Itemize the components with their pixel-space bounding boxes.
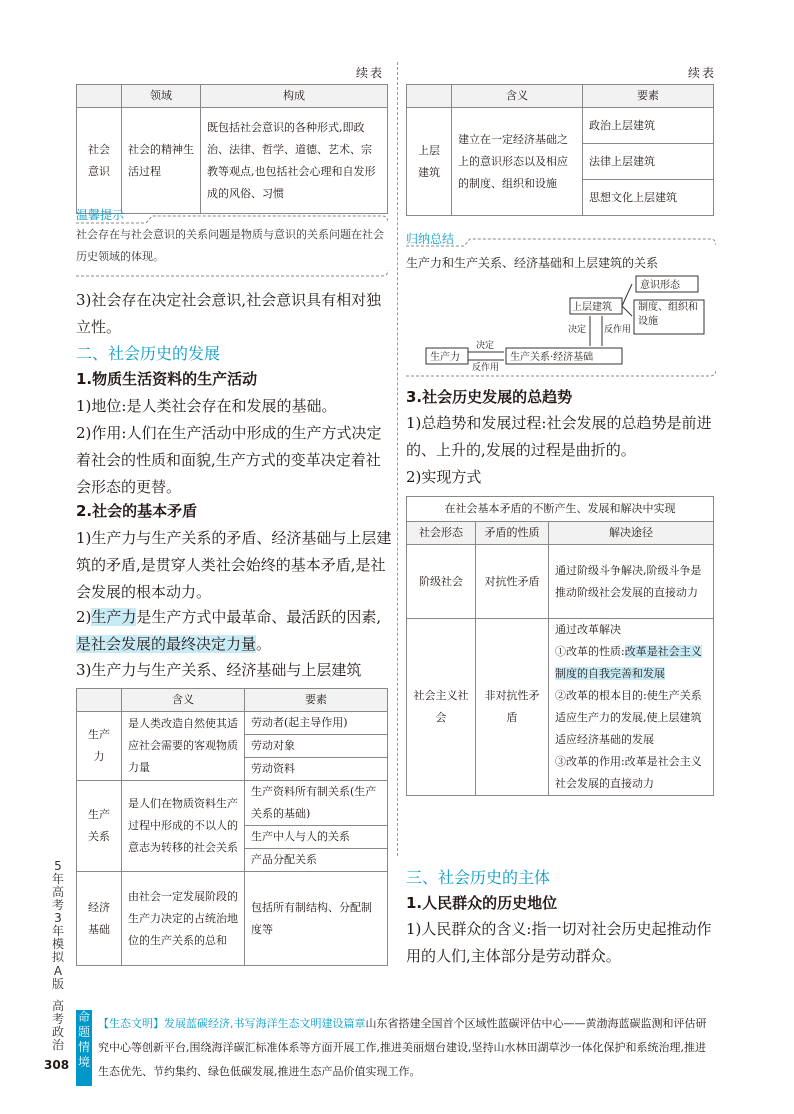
table-header bbox=[407, 85, 452, 108]
superstructure-table bbox=[406, 84, 714, 216]
highlight: 生产力 bbox=[91, 608, 137, 626]
edition: A版 bbox=[51, 964, 64, 991]
series-name: 5年高考3年模拟 bbox=[51, 859, 64, 964]
way-line: 通过改革解决 bbox=[555, 623, 621, 636]
text: 是生产方式中最革命、最活跃的因素, bbox=[136, 608, 382, 626]
table-header: 构成 bbox=[201, 85, 388, 108]
highlight: 是社会发展的最终决定力量 bbox=[76, 635, 257, 653]
continued-label-right: 续表 bbox=[688, 66, 717, 80]
subheading: 3.社会历史发展的总趋势 bbox=[406, 388, 573, 406]
highlight: 改革是社会主义制度的自我完善和发展 bbox=[555, 645, 702, 680]
domain-cell: 社会的精神生活过程 bbox=[122, 108, 201, 214]
page-number: 308 bbox=[44, 1058, 70, 1072]
row-label: 经济基础 bbox=[77, 872, 122, 966]
realization-table bbox=[406, 496, 714, 796]
diagram-superstructure: 上层建筑 bbox=[572, 302, 612, 313]
paragraph: 1)生产力与生产关系的矛盾、经济基础与上层建筑的矛盾,是贯穿人类社会始终的基本矛盾,是社会发展的根本动力。 bbox=[76, 529, 392, 601]
form-cell: 阶级社会 bbox=[407, 545, 476, 619]
element-cell: 包括所有制结构、分配制度等 bbox=[245, 872, 388, 966]
social-consciousness-table bbox=[76, 84, 388, 214]
footer-tag: 【生态文明】发展蓝碳经济,书写海洋生态文明建设篇章 bbox=[98, 1017, 366, 1030]
paragraph: 3)生产力与生产关系、经济基础与上层建筑 bbox=[76, 661, 362, 679]
subheading: 1.人民群众的历史地位 bbox=[406, 894, 558, 912]
nature-cell: 非对抗性矛盾 bbox=[476, 619, 549, 796]
composition-cell: 既包括社会意识的各种形式,即政治、法律、哲学、道德、艺术、宗教等观点,也包括社会心理和自发形成的风俗、习惯 bbox=[201, 108, 388, 214]
way-cell bbox=[549, 619, 714, 796]
element-cell: 劳动资料 bbox=[245, 758, 388, 781]
meaning-cell: 由社会一定发展阶段的生产力决定的占统治地位的生产关系的总和 bbox=[122, 872, 245, 966]
diagram-reacts: 反作用 bbox=[472, 363, 500, 373]
meaning-cell: 是人类改造自然使其适应社会需要的客观物质力量 bbox=[122, 712, 245, 781]
paragraph bbox=[76, 604, 392, 658]
subheading: 1.物质生活资料的生产活动 bbox=[76, 370, 258, 388]
meaning-cell: 是人们在物质资料生产过程中形成的不以人的意志为转移的社会关系 bbox=[122, 781, 245, 872]
subheading: 2.社会的基本矛盾 bbox=[76, 502, 198, 520]
diagram-productive-forces: 生产力 bbox=[430, 352, 460, 363]
table-header: 含义 bbox=[122, 689, 245, 712]
column-divider bbox=[397, 62, 398, 856]
diagram-ideology: 意识形态 bbox=[640, 280, 680, 291]
row-label: 生产关系 bbox=[77, 781, 122, 872]
row-label: 生产力 bbox=[77, 712, 122, 781]
section-title: 三、社会历史的主体 bbox=[406, 868, 551, 887]
productive-forces-table bbox=[76, 688, 388, 966]
tip-text: 社会存在与社会意识的关系问题是物质与意识的关系问题在社会历史领域的体现。 bbox=[76, 228, 384, 263]
diagram-institutions: 制度、组织和设施 bbox=[638, 302, 698, 327]
paragraph: 2)作用:人们在生产活动中形成的生产方式决定着社会的性质和面貌,生产方式的变革决定着社会形态的更替。 bbox=[76, 424, 382, 496]
diagram-decides-2: 决定 bbox=[568, 325, 587, 335]
text: 。 bbox=[256, 635, 272, 653]
table-header bbox=[77, 85, 122, 108]
table-header: 领域 bbox=[122, 85, 201, 108]
summary-box bbox=[406, 230, 716, 382]
element-cell: 思想文化上层建筑 bbox=[583, 180, 714, 216]
paragraph: 3)社会存在决定社会意识,社会意识具有相对独立性。 bbox=[76, 291, 382, 336]
element-cell: 劳动者(起主导作用) bbox=[245, 712, 388, 735]
way-text: ①改革的性质: bbox=[555, 645, 625, 658]
way-line: ②改革的根本目的:使生产关系适应生产力的发展,使上层建筑适应经济基础的发展 bbox=[555, 689, 702, 746]
table-header bbox=[77, 689, 122, 712]
table-header: 矛盾的性质 bbox=[476, 522, 549, 545]
nature-cell: 对抗性矛盾 bbox=[476, 545, 549, 619]
row-label: 社会意识 bbox=[77, 108, 122, 214]
table-header: 要素 bbox=[583, 85, 714, 108]
diagram-relations: 生产关系·经济基础 bbox=[510, 352, 594, 363]
text: 2) bbox=[76, 608, 92, 626]
element-cell: 政治上层建筑 bbox=[583, 108, 714, 144]
section-title: 二、社会历史的发展 bbox=[76, 344, 221, 363]
paragraph: 1)人民群众的含义:指一切对社会历史起推动作用的人们,主体部分是劳动群众。 bbox=[406, 920, 712, 965]
continued-label-left: 续表 bbox=[356, 66, 385, 80]
footer-box bbox=[76, 1010, 718, 1086]
subject: 高考政治 bbox=[51, 999, 64, 1052]
diagram-decides: 决定 bbox=[476, 341, 495, 351]
element-cell: 劳动对象 bbox=[245, 735, 388, 758]
way-line: ③改革的作用:改革是社会主义社会发展的直接动力 bbox=[555, 755, 702, 790]
way-cell: 通过阶级斗争解决,阶级斗争是推动阶级社会发展的直接动力 bbox=[549, 545, 714, 619]
summary-title: 归纳总结 bbox=[406, 232, 455, 246]
element-cell: 生产中人与人的关系 bbox=[245, 826, 388, 849]
tip-box bbox=[76, 206, 388, 282]
way-line bbox=[555, 641, 707, 685]
element-cell: 法律上层建筑 bbox=[583, 144, 714, 180]
table-header: 要素 bbox=[245, 689, 388, 712]
footer-body: 山东省搭建全国首个区域性蓝碳评估中心——黄渤海蓝碳监测和评估研究中心等创新平台,围绕海洋碳汇标准体系等方面开展工作,推进美丽烟台建设,坚持山水林田湖草沙一体化保护和系统治理,推进生态优先、节约集约、绿色低碳发展,推进生态产品价值实现工作。 bbox=[98, 1017, 707, 1078]
footer-badge: 命题情境 bbox=[76, 1010, 92, 1086]
table-banner: 在社会基本矛盾的不断产生、发展和解决中实现 bbox=[407, 497, 714, 522]
row-label: 上层建筑 bbox=[407, 108, 452, 216]
element-cell: 产品分配关系 bbox=[245, 849, 388, 872]
paragraph: 1)地位:是人类社会存在和发展的基础。 bbox=[76, 397, 337, 415]
meaning-cell: 建立在一定经济基础之上的意识形态以及相应的制度、组织和设施 bbox=[452, 108, 583, 216]
footer-text bbox=[98, 1012, 716, 1084]
table-header: 含义 bbox=[452, 85, 583, 108]
summary-caption: 生产力和生产关系、经济基础和上层建筑的关系 bbox=[406, 256, 659, 270]
paragraph: 2)实现方式 bbox=[406, 468, 482, 486]
table-header: 解决途径 bbox=[549, 522, 714, 545]
table-header: 社会形态 bbox=[407, 522, 476, 545]
element-cell: 生产资料所有制关系(生产关系的基础) bbox=[245, 781, 388, 826]
form-cell: 社会主义社会 bbox=[407, 619, 476, 796]
tip-title: 温馨提示 bbox=[76, 208, 125, 222]
diagram-reacts-2: 反作用 bbox=[604, 325, 632, 335]
paragraph: 1)总趋势和发展过程:社会发展的总趋势是前进的、上升的,发展的过程是曲折的。 bbox=[406, 414, 712, 459]
